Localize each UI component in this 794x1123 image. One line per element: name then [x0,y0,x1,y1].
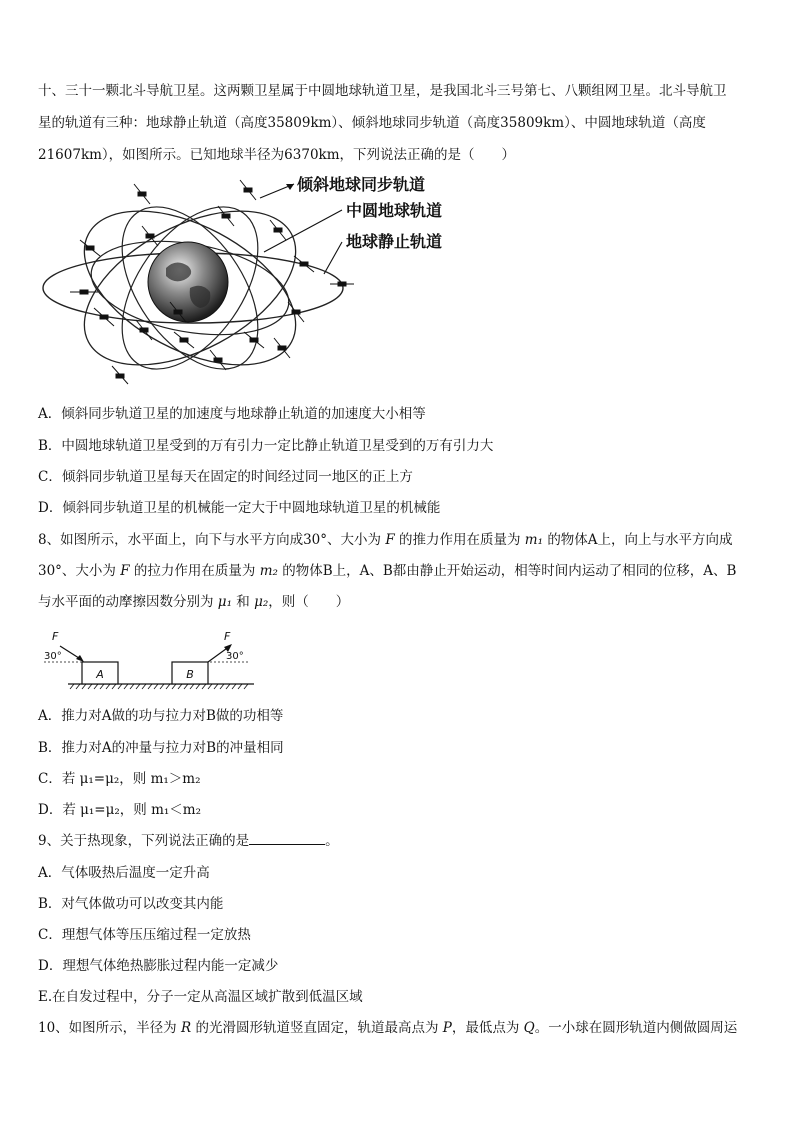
q8-stem-line-1: 8、如图所示，水平面上，向下与水平方向成30°、大小为 F 的推力作用在质量为 m₁ 的物体A上，向上与水平方向成 [38,532,733,548]
q7-option-a: A．倾斜同步轨道卫星的加速度与地球静止轨道的加速度大小相等 [38,406,426,422]
q7-option-d: D．倾斜同步轨道卫星的机械能一定大于中圆地球轨道卫星的机械能 [38,500,441,516]
q9-option-c: C．理想气体等压压缩过程一定放热 [38,927,251,943]
q7-option-b: B．中圆地球轨道卫星受到的万有引力一定比静止轨道卫星受到的万有引力大 [38,438,494,454]
satellite-icon [112,366,128,384]
label-medium-earth-orbit: 中圆地球轨道 [346,201,443,220]
q10-stem-line-1: 10、如图所示，半径为 R 的光滑圆形轨道竖直固定，轨道最高点为 P，最低点为 Q。一小球在圆形轨道内侧做圆周运 [38,1020,738,1036]
label-geostationary-orbit: 地球静止轨道 [346,232,443,251]
label-inclined-geosync-orbit: 倾斜地球同步轨道 [297,175,426,194]
angle-label-right: 30° [226,651,244,662]
block-a-label: A [96,668,104,681]
q9-stem: 9、关于热现象，下列说法正确的是 。 [38,833,339,849]
satellite-icon [218,206,234,226]
satellite-orbits-figure [38,170,478,390]
satellite-icon [294,256,314,272]
satellite-icon [134,184,150,204]
q8-option-d: D．若 μ₁=μ₂，则 m₁＜m₂ [38,802,202,818]
q9-option-b: B．对气体做功可以改变其内能 [38,896,224,912]
satellite-icon [240,180,256,200]
satellite-icon [210,350,226,370]
block-b-label: B [186,668,194,681]
q8-stem-line-3: 与水平面的动摩擦因数分别为 μ₁ 和 μ₂，则（ ） [38,594,350,610]
q7-stem-line-2: 星的轨道有三种：地球静止轨道（高度35809km）、倾斜地球同步轨道（高度35809km）、中圆地球轨道（高度 [38,115,706,131]
q8-stem-line-2: 30°、大小为 F 的拉力作用在质量为 m₂ 的物体B上，A、B都由静止开始运动，相等时间内运动了相同的位移，A、B [38,563,737,579]
q9-option-e: E.在自发过程中，分子一定从高温区域扩散到低温区域 [38,989,363,1005]
answer-blank [249,832,325,845]
q8-option-b: B．推力对A的冲量与拉力对B的冲量相同 [38,740,284,756]
force-label-right: F [224,630,231,643]
q7-option-c: C．倾斜同步轨道卫星每天在固定的时间经过同一地区的正上方 [38,469,413,485]
satellite-icon [174,332,194,348]
q7-stem-line-1: 十、三十一颗北斗导航卫星。这两颗卫星属于中圆地球轨道卫星，是我国北斗三号第七、八颗组网卫星。北斗导航卫 [38,83,727,99]
satellite-icon [270,220,286,240]
earth [148,242,228,322]
angle-label-left: 30° [44,651,62,662]
q9-option-a: A．气体吸热后温度一定升高 [38,865,210,881]
q8-option-c: C．若 μ₁=μ₂，则 m₁＞m₂ [38,771,201,787]
force-label-left: F [52,630,59,643]
satellite-icon [80,240,100,256]
q7-stem-line-3: 21607km），如图所示。已知地球半径为6370km，下列说法正确的是（ ） [38,147,516,163]
q9-option-d: D．理想气体绝热膨胀过程内能一定减少 [38,958,279,974]
satellite-icon [330,282,354,286]
satellite-icon [244,332,264,348]
blocks-figure [40,628,260,694]
q8-option-a: A．推力对A做的功与拉力对B做的功相等 [38,708,284,724]
